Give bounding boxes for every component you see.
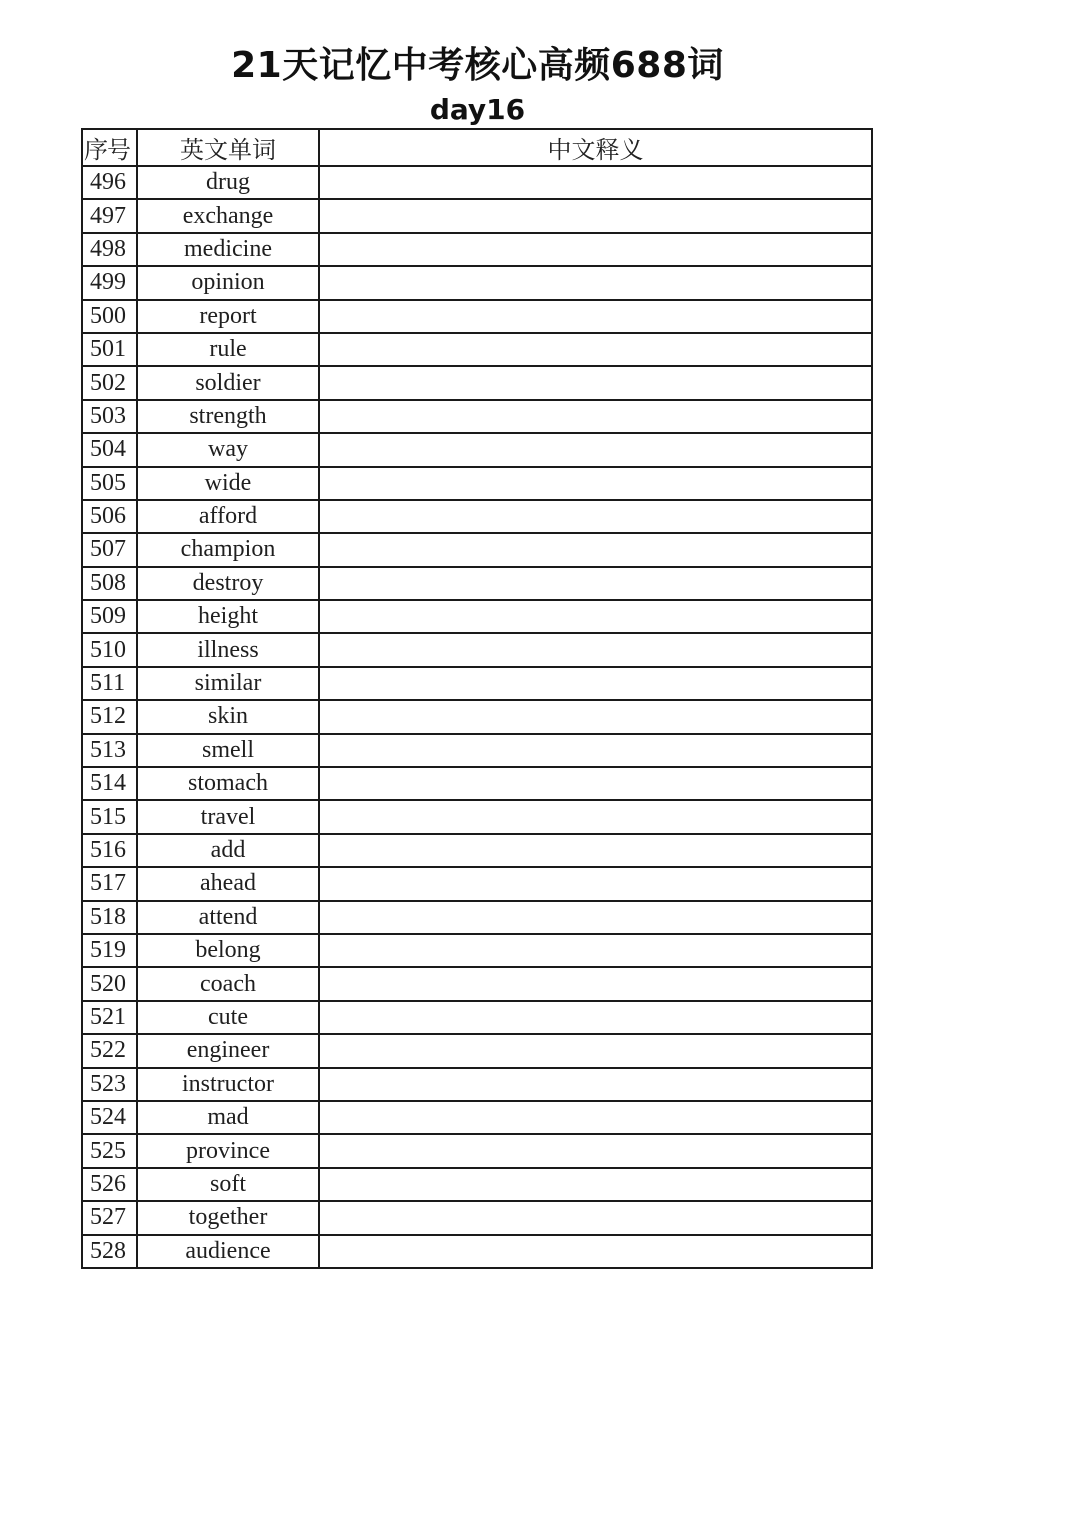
row-word: illness <box>137 633 319 666</box>
row-word: engineer <box>137 1034 319 1067</box>
row-word: cute <box>137 1001 319 1034</box>
row-number: 522 <box>82 1034 137 1067</box>
table-row <box>82 767 872 800</box>
table-row <box>82 734 872 767</box>
row-number: 500 <box>82 300 137 333</box>
table-row <box>82 467 872 500</box>
table-row <box>82 266 872 299</box>
table-row <box>82 633 872 666</box>
row-word: rule <box>137 333 319 366</box>
row-meaning-blank <box>319 800 872 833</box>
row-meaning-blank <box>319 266 872 299</box>
table-row <box>82 700 872 733</box>
header-word: 英文单词 <box>137 129 319 166</box>
table-row <box>82 333 872 366</box>
row-word: afford <box>137 500 319 533</box>
table-row <box>82 667 872 700</box>
row-word: stomach <box>137 767 319 800</box>
row-number: 499 <box>82 266 137 299</box>
row-word: attend <box>137 901 319 934</box>
row-number: 528 <box>82 1235 137 1268</box>
row-number: 521 <box>82 1001 137 1034</box>
row-meaning-blank <box>319 233 872 266</box>
row-meaning-blank <box>319 1235 872 1268</box>
table-row <box>82 1068 872 1101</box>
row-meaning-blank <box>319 567 872 600</box>
table-row <box>82 834 872 867</box>
row-meaning-blank <box>319 1201 872 1234</box>
row-meaning-blank <box>319 1168 872 1201</box>
row-number: 504 <box>82 433 137 466</box>
row-meaning-blank <box>319 867 872 900</box>
table-header-row <box>82 129 872 166</box>
row-meaning-blank <box>319 834 872 867</box>
row-word: report <box>137 300 319 333</box>
row-number: 506 <box>82 500 137 533</box>
row-number: 520 <box>82 967 137 1000</box>
table-body <box>82 166 872 1268</box>
row-number: 512 <box>82 700 137 733</box>
row-number: 524 <box>82 1101 137 1134</box>
row-word: exchange <box>137 199 319 232</box>
table-row <box>82 1235 872 1268</box>
row-number: 517 <box>82 867 137 900</box>
page-title: 21天记忆中考核心高频688词 <box>231 45 724 86</box>
row-word: add <box>137 834 319 867</box>
row-meaning-blank <box>319 667 872 700</box>
row-word: medicine <box>137 233 319 266</box>
row-meaning-blank <box>319 600 872 633</box>
row-word: soft <box>137 1168 319 1201</box>
table-row <box>82 400 872 433</box>
row-word: destroy <box>137 567 319 600</box>
table-row <box>82 233 872 266</box>
row-word: height <box>137 600 319 633</box>
page-subtitle: day16 <box>429 93 526 126</box>
row-word: similar <box>137 667 319 700</box>
row-number: 515 <box>82 800 137 833</box>
row-word: travel <box>137 800 319 833</box>
row-word: opinion <box>137 266 319 299</box>
row-number: 527 <box>82 1201 137 1234</box>
table-row <box>82 967 872 1000</box>
row-word: soldier <box>137 366 319 399</box>
row-meaning-blank <box>319 500 872 533</box>
row-number: 514 <box>82 767 137 800</box>
row-meaning-blank <box>319 166 872 199</box>
row-meaning-blank <box>319 199 872 232</box>
row-number: 503 <box>82 400 137 433</box>
table-row <box>82 1034 872 1067</box>
row-meaning-blank <box>319 300 872 333</box>
row-number: 501 <box>82 333 137 366</box>
row-number: 496 <box>82 166 137 199</box>
row-meaning-blank <box>319 1034 872 1067</box>
row-word: drug <box>137 166 319 199</box>
row-word: audience <box>137 1235 319 1268</box>
row-number: 497 <box>82 199 137 232</box>
table-row <box>82 366 872 399</box>
row-number: 498 <box>82 233 137 266</box>
row-meaning-blank <box>319 633 872 666</box>
row-number: 518 <box>82 901 137 934</box>
row-word: champion <box>137 533 319 566</box>
row-word: mad <box>137 1101 319 1134</box>
row-meaning-blank <box>319 767 872 800</box>
row-number: 519 <box>82 934 137 967</box>
row-word: province <box>137 1134 319 1167</box>
row-word: instructor <box>137 1068 319 1101</box>
table-row <box>82 1168 872 1201</box>
row-word: ahead <box>137 867 319 900</box>
table-row <box>82 500 872 533</box>
table-row <box>82 1001 872 1034</box>
row-number: 523 <box>82 1068 137 1101</box>
table-row <box>82 800 872 833</box>
table-row <box>82 1201 872 1234</box>
row-meaning-blank <box>319 533 872 566</box>
header-meaning: 中文释义 <box>319 129 872 166</box>
row-meaning-blank <box>319 967 872 1000</box>
row-meaning-blank <box>319 400 872 433</box>
row-meaning-blank <box>319 734 872 767</box>
table-row <box>82 567 872 600</box>
row-number: 513 <box>82 734 137 767</box>
row-number: 526 <box>82 1168 137 1201</box>
row-word: coach <box>137 967 319 1000</box>
row-meaning-blank <box>319 433 872 466</box>
table-row <box>82 199 872 232</box>
row-meaning-blank <box>319 366 872 399</box>
row-word: wide <box>137 467 319 500</box>
row-number: 516 <box>82 834 137 867</box>
row-word: smell <box>137 734 319 767</box>
table-row <box>82 867 872 900</box>
table-row <box>82 300 872 333</box>
row-word: skin <box>137 700 319 733</box>
table-row <box>82 1101 872 1134</box>
row-meaning-blank <box>319 700 872 733</box>
row-number: 502 <box>82 366 137 399</box>
row-meaning-blank <box>319 934 872 967</box>
vocab-table <box>81 128 873 1269</box>
row-number: 510 <box>82 633 137 666</box>
row-meaning-blank <box>319 333 872 366</box>
row-number: 507 <box>82 533 137 566</box>
row-meaning-blank <box>319 1001 872 1034</box>
table-row <box>82 1134 872 1167</box>
row-word: together <box>137 1201 319 1234</box>
row-meaning-blank <box>319 1134 872 1167</box>
table-row <box>82 934 872 967</box>
row-meaning-blank <box>319 1101 872 1134</box>
row-meaning-blank <box>319 901 872 934</box>
table-row <box>82 433 872 466</box>
table-row <box>82 166 872 199</box>
row-word: belong <box>137 934 319 967</box>
row-number: 505 <box>82 467 137 500</box>
row-number: 509 <box>82 600 137 633</box>
table-row <box>82 533 872 566</box>
row-word: way <box>137 433 319 466</box>
row-meaning-blank <box>319 1068 872 1101</box>
row-number: 511 <box>82 667 137 700</box>
table-row <box>82 600 872 633</box>
row-number: 525 <box>82 1134 137 1167</box>
header-number: 序号 <box>82 129 137 166</box>
row-meaning-blank <box>319 467 872 500</box>
table-row <box>82 901 872 934</box>
row-number: 508 <box>82 567 137 600</box>
row-word: strength <box>137 400 319 433</box>
